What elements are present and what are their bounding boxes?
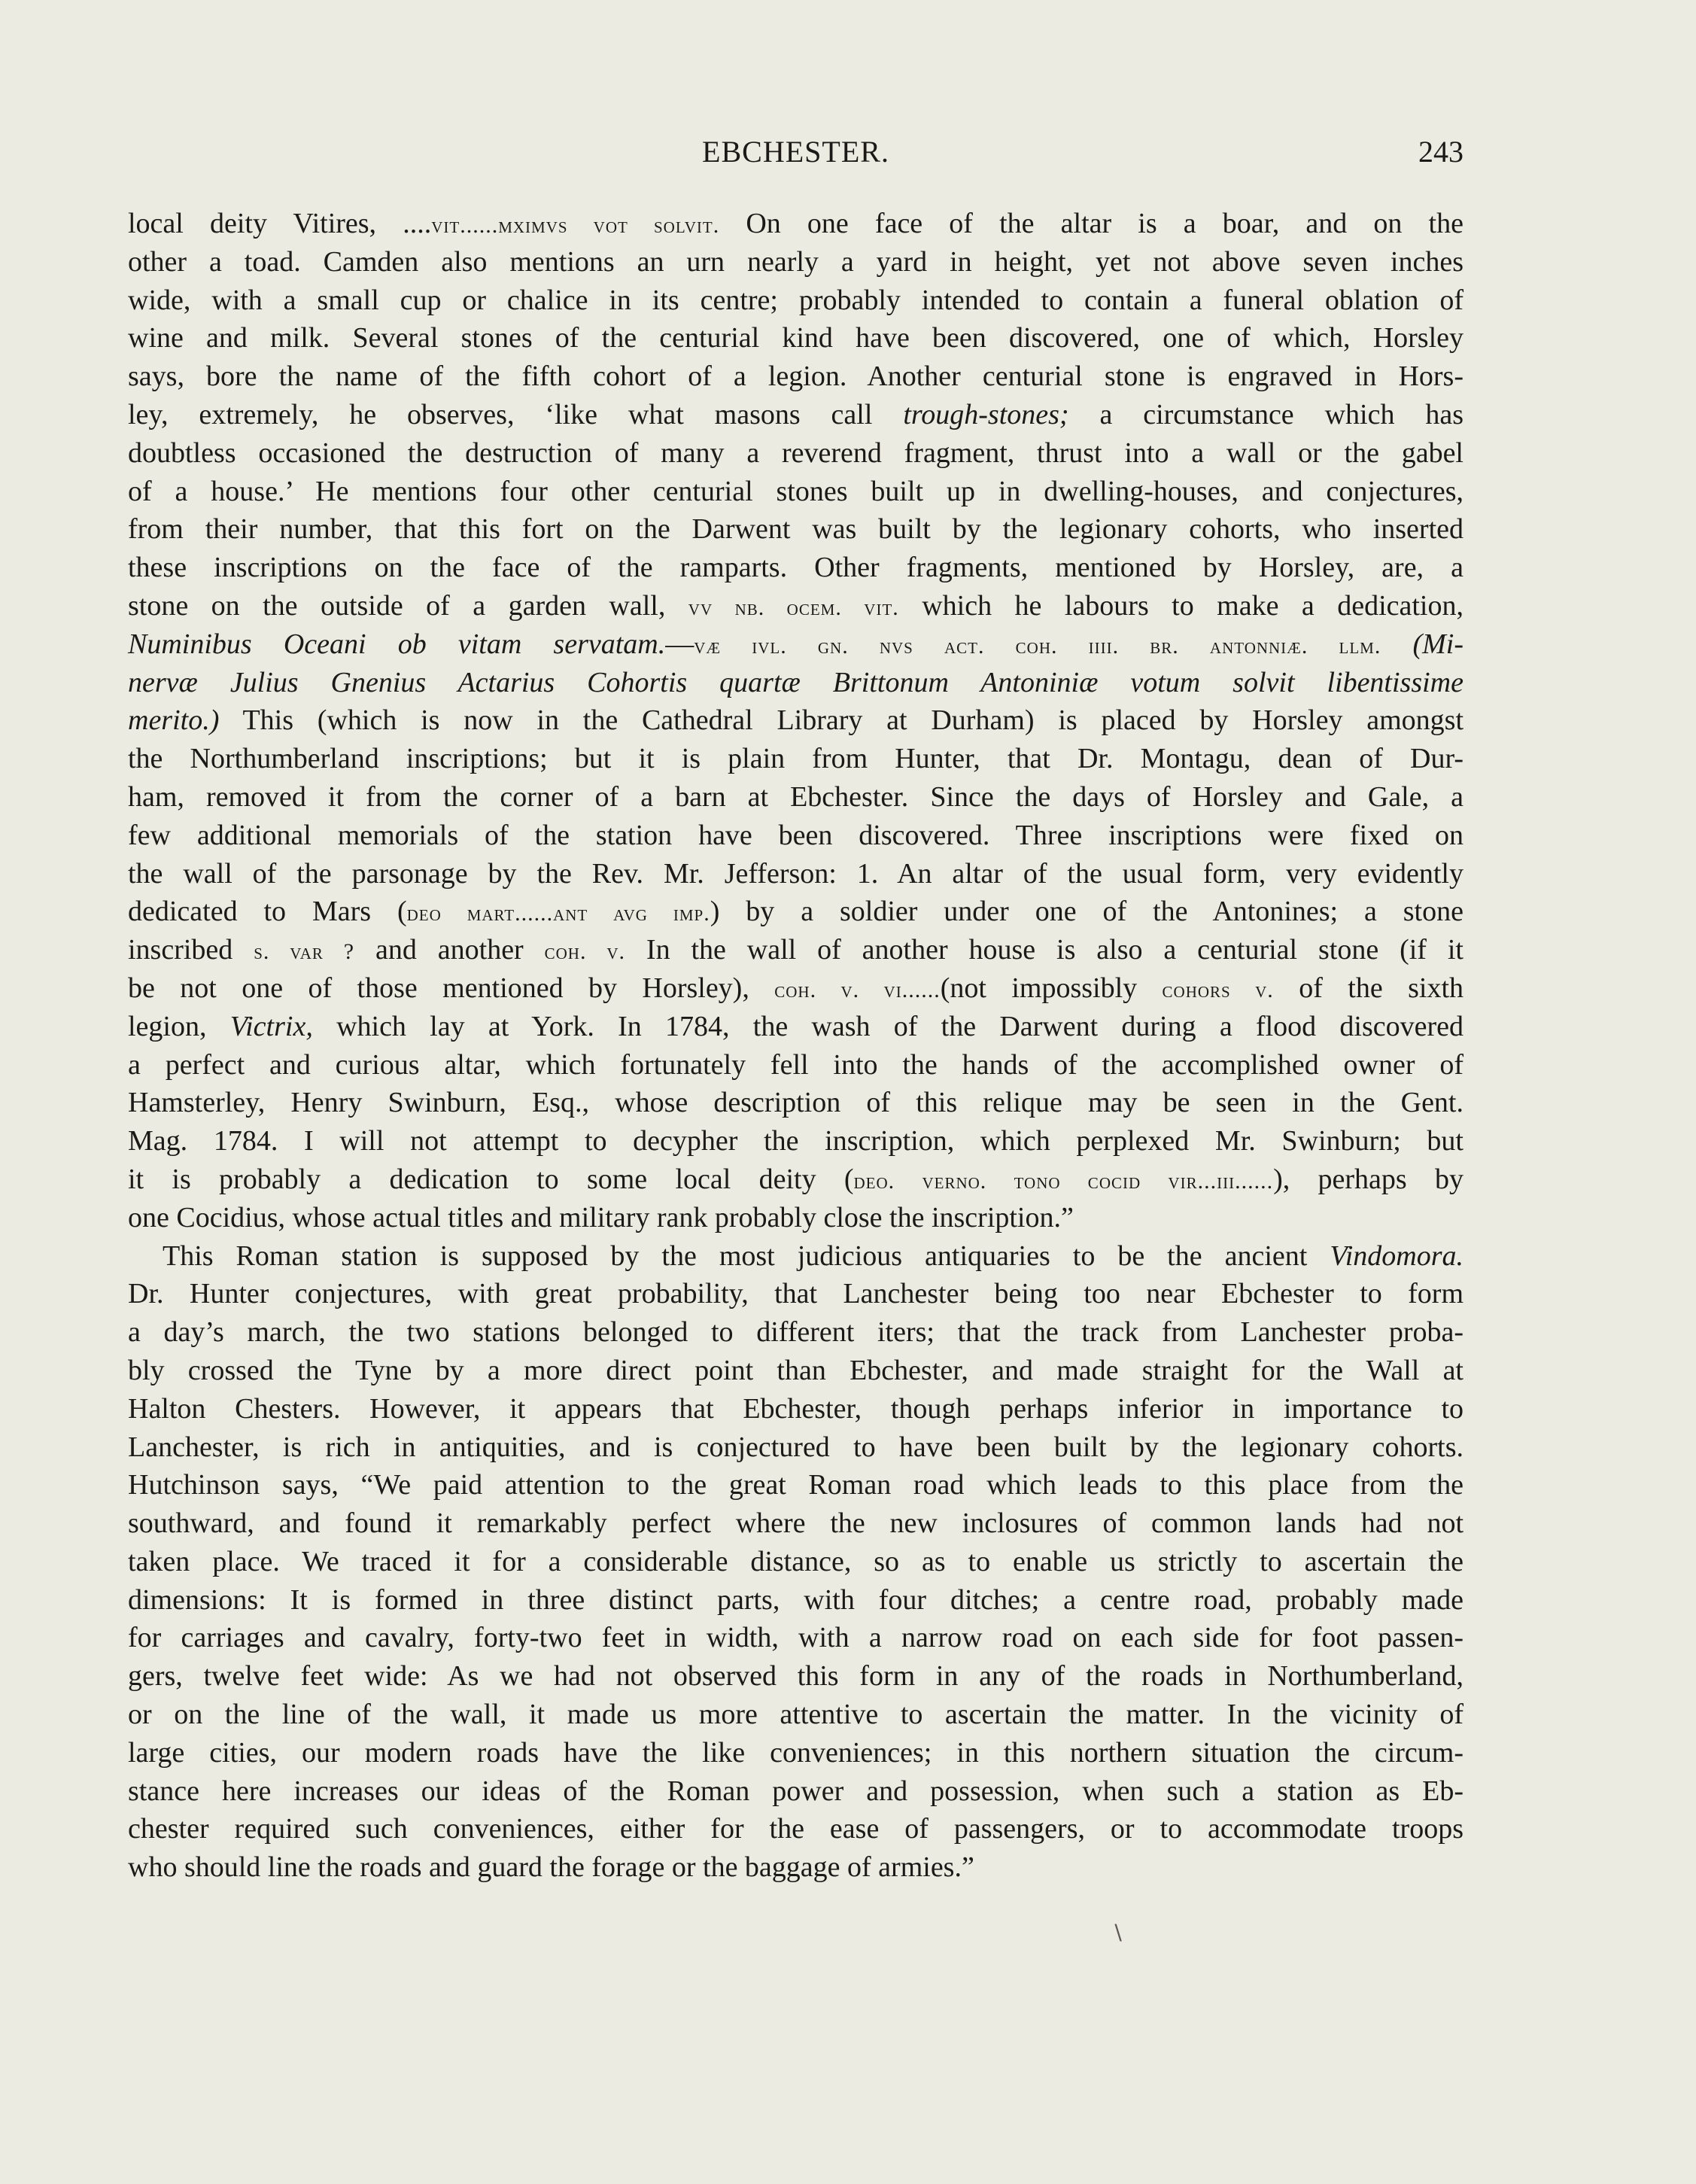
text-line (128, 1619, 1463, 1657)
text-line (128, 1543, 1463, 1581)
text-run: or on the line of the wall, it made us more attentive to ascertain the matter. In the vicinity of (128, 1699, 1463, 1731)
text-run: other a toad. Camden also mentions an urn nearly a yard in height, yet not above seven inches (128, 245, 1463, 278)
text-line (128, 1581, 1463, 1620)
text-line (128, 1122, 1463, 1160)
text-line (128, 1504, 1463, 1543)
text-run: ), perhaps by (1273, 1163, 1463, 1195)
text-run: southward, and found it remarkably perfect where the new inclosures of common lands had not (128, 1507, 1463, 1540)
text-run: and another (354, 934, 545, 966)
text-line (128, 625, 1463, 664)
text-run: Mag. 1784. I will not attempt to decypher the inscription, which perplexed Mr. Swinburn; but (128, 1125, 1463, 1157)
text-run: — (665, 628, 695, 660)
text-line (128, 701, 1463, 740)
text-line (128, 357, 1463, 396)
text-line (128, 1046, 1463, 1084)
text-line (128, 1657, 1463, 1696)
text-line (128, 817, 1463, 855)
text-line (128, 1772, 1463, 1811)
text-run: few additional memorials of the station have been discovered. Three inscriptions were fixed on (128, 819, 1463, 851)
text-line (128, 969, 1463, 1008)
text-run: Halton Chesters. However, it appears that Ebchester, though perhaps inferior in importance to (128, 1392, 1463, 1425)
text-run: a day’s march, the two stations belonged to different iters; that the track from Lanchester proba- (128, 1316, 1463, 1349)
text-run: wine and milk. Several stones of the centurial kind have been discovered, one of which, Horsley (128, 322, 1463, 354)
text-run: large cities, our modern roads have the like conveniences; in this northern situation the circum- (128, 1736, 1463, 1769)
italic-text: (Mi- (1381, 628, 1463, 660)
text-run: Dr. Hunter conjectures, with great probability, that Lanchester being too near Ebchester to form (128, 1278, 1463, 1310)
text-line (128, 1466, 1463, 1504)
text-line (128, 1084, 1463, 1122)
text-line (128, 396, 1463, 434)
text-line (128, 1848, 1463, 1887)
print-speck: ∖ (1111, 1922, 1124, 1945)
text-run: of a house.’ He mentions four other centurial stones built up in dwelling-houses, and conjectures, (128, 475, 1463, 507)
italic-text: Numinibus Oceani ob vitam servatam. (128, 628, 666, 660)
text-run: taken place. We traced it for a considerable distance, so as to enable us strictly to ascertain the (128, 1545, 1463, 1577)
text-run: a circumstance which has (1068, 398, 1463, 430)
text-line (128, 1352, 1463, 1390)
text-run: In the wall of another house is also a centurial stone (if it (625, 934, 1463, 966)
text-run: chester required such conveniences, either for the ease of passengers, or to accommodate troops (128, 1813, 1463, 1845)
text-line (128, 1810, 1463, 1848)
text-run: Hamsterley, Henry Swinburn, Esq., whose description of this relique may be seen in the Gent. (128, 1087, 1463, 1119)
text-line (128, 855, 1463, 893)
text-run: local deity Vitires, .... (128, 208, 432, 239)
text-run: This (which is now in the Cathedral Library at Durham) is placed by Horsley amongst (219, 704, 1463, 737)
text-line (128, 664, 1463, 702)
inscription-text: cohors v. (1162, 977, 1274, 1002)
text-run: ham, removed it from the corner of a barn at Ebchester. Since the days of Horsley and Gale, a (128, 780, 1463, 813)
text-line (128, 1199, 1463, 1237)
inscription-text: coh. v. vi...... (774, 977, 941, 1002)
page-number: 243 (1418, 135, 1463, 169)
text-run: dimensions: It is formed in three distinct parts, with four ditches; a centre road, probably made (128, 1583, 1463, 1616)
text-run: which lay at York. In 1784, the wash of the Darwent during a flood discovered (312, 1010, 1463, 1042)
text-run: of the sixth (1273, 972, 1463, 1004)
text-run: it is probably a dedication to some local deity ( (128, 1163, 854, 1195)
text-run: (not impossibly (940, 972, 1163, 1004)
text-run: be not one of those mentioned by Horsley), (128, 972, 775, 1004)
inscription-text: deo mart......ant avg imp. (406, 901, 710, 926)
text-line (128, 473, 1463, 511)
text-line (128, 1734, 1463, 1772)
text-line (128, 549, 1463, 587)
text-run: ) by a soldier under one of the Antonines; a stone (710, 896, 1463, 928)
text-line (128, 319, 1463, 357)
text-line (128, 281, 1463, 320)
text-run: says, bore the name of the fifth cohort of a legion. Another centurial stone is engraved in Hors- (128, 360, 1463, 393)
inscription-text: coh. v. (544, 939, 626, 965)
text-run: wide, with a small cup or chalice in its centre; probably intended to contain a funeral oblation of (128, 284, 1463, 316)
text-run: legion, (128, 1010, 230, 1042)
text-line (128, 1428, 1463, 1467)
text-line (128, 1313, 1463, 1352)
text-run: which he labours to make a dedication, (898, 589, 1463, 622)
inscription-text: væ ivl. gn. nvs act. coh. iiii. br. antonniæ. llm. (694, 633, 1381, 659)
text-line (128, 1008, 1463, 1046)
text-run: dedicated to Mars ( (128, 896, 407, 928)
italic-text: Vindomora. (1330, 1240, 1463, 1272)
text-line (128, 510, 1463, 549)
text-run: Lanchester, is rich in antiquities, and is conjectured to have been built by the legionary cohorts. (128, 1431, 1463, 1463)
text-run: Hutchinson says, “We paid attention to the great Roman road which leads to this place from the (128, 1469, 1463, 1501)
text-line (128, 205, 1463, 243)
text-run: bly crossed the Tyne by a more direct point than Ebchester, and made straight for the Wall at (128, 1354, 1463, 1386)
text-line (128, 931, 1463, 969)
text-run: inscribed (128, 934, 254, 966)
text-run: for carriages and cavalry, forty-two feet in width, with a narrow road on each side for foot passen- (128, 1622, 1463, 1654)
text-run: stone on the outside of a garden wall, (128, 589, 688, 622)
running-head (128, 134, 1463, 179)
text-line (128, 1237, 1463, 1276)
text-line (128, 893, 1463, 931)
inscription-text: vv nb. ocem. vit. (688, 595, 899, 620)
inscription-text: vit......mximvs vot solvit. (431, 213, 720, 238)
text-line (128, 243, 1463, 281)
text-run: these inscriptions on the face of the ramparts. Other fragments, mentioned by Horsley, are, a (128, 552, 1463, 584)
italic-text: trough-stones; (903, 398, 1069, 430)
text-run: stance here increases our ideas of the Roman power and possession, when such a station as Eb- (128, 1775, 1463, 1807)
inscription-text: s. var ? (254, 939, 355, 965)
italic-text: Victrix, (229, 1010, 313, 1042)
text-line (128, 740, 1463, 778)
text-line (128, 778, 1463, 817)
text-run: the Northumberland inscriptions; but it is plain from Hunter, that Dr. Montagu, dean of Dur- (128, 743, 1463, 775)
text-run: a perfect and curious altar, which fortunately fell into the hands of the accomplished owner of (128, 1048, 1463, 1081)
text-line (128, 1390, 1463, 1428)
text-run: This Roman station is supposed by the most judicious antiquaries to be the ancient (163, 1240, 1330, 1272)
text-line (128, 1275, 1463, 1313)
inscription-text: deo. verno. tono cocid vir...iii...... (853, 1168, 1274, 1194)
text-line (128, 587, 1463, 625)
italic-text: merito.) (128, 704, 220, 737)
text-run: who should line the roads and guard the forage or the baggage of armies.” (128, 1851, 974, 1884)
text-run: gers, twelve feet wide: As we had not observed this form in any of the roads in Northumberland, (128, 1660, 1463, 1693)
text-run: doubtless occasioned the destruction of many a reverend fragment, thrust into a wall or the gabel (128, 436, 1463, 469)
text-run: the wall of the parsonage by the Rev. Mr. Jefferson: 1. An altar of the usual form, very evidently (128, 857, 1463, 890)
text-line (128, 434, 1463, 473)
text-line (128, 1160, 1463, 1199)
italic-text: nervæ Julius Gnenius Actarius Cohortis quartæ Brittonum Antoniniæ votum solvit libentissime (128, 666, 1463, 698)
text-run: one Cocidius, whose actual titles and military rank probably close the inscription.” (128, 1201, 1074, 1233)
text-run: from their number, that this fort on the Darwent was built by the legionary cohorts, who inserted (128, 513, 1463, 546)
text-line (128, 1696, 1463, 1734)
running-title: EBCHESTER. (702, 135, 889, 169)
body-text (128, 205, 1463, 1887)
text-run: ley, extremely, he observes, ‘like what masons call (128, 398, 904, 430)
text-run: On one face of the altar is a boar, and on the (719, 208, 1463, 239)
